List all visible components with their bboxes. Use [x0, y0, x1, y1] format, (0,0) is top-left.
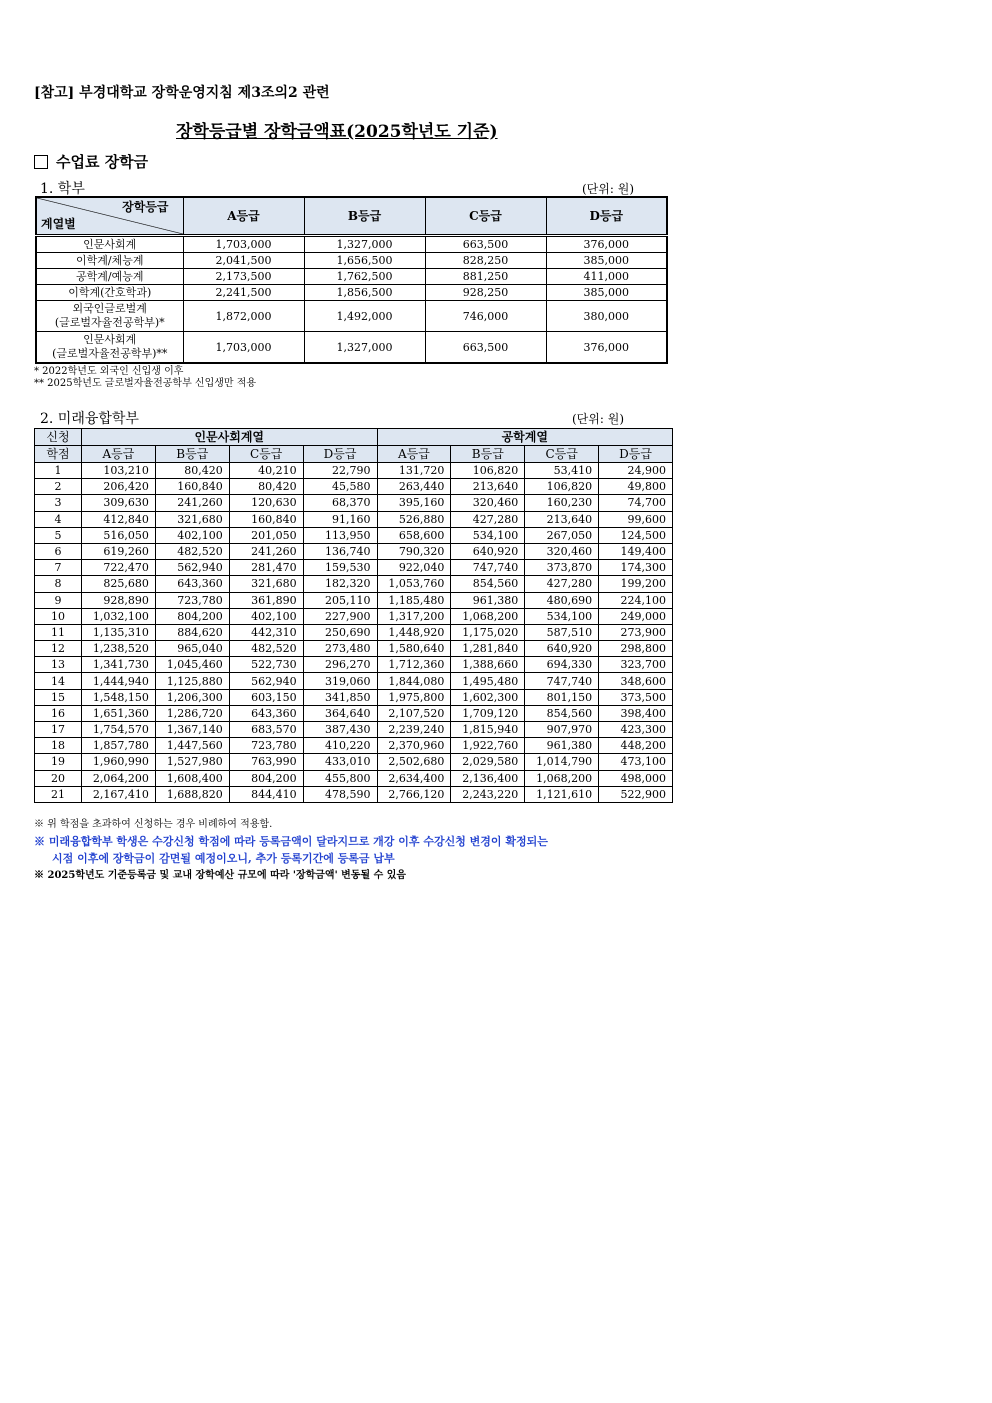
grade-header: C등급 — [425, 197, 546, 236]
note-line: ** 2025학년도 글로벌자율전공학부 신입생만 적용 — [34, 378, 257, 389]
cell: 619,260 — [82, 543, 156, 559]
grade-header: D등급 — [546, 197, 667, 236]
cell: 1,447,560 — [155, 738, 229, 754]
cell: 1,281,840 — [451, 641, 525, 657]
cell: 1,703,000 — [183, 332, 304, 364]
cell: 1,341,730 — [82, 657, 156, 673]
grade-header: B등급 — [155, 446, 229, 463]
cell: 80,420 — [229, 479, 303, 495]
cell: 854,560 — [451, 576, 525, 592]
table-row — [35, 770, 673, 786]
credit-cell: 17 — [35, 722, 82, 738]
table-row — [35, 673, 673, 689]
cell: 1,448,920 — [377, 624, 451, 640]
table-row — [35, 527, 673, 543]
row-label-line2: (글로벌자율전공학부)* — [54, 316, 165, 329]
cell: 603,150 — [229, 689, 303, 705]
row-label: 이학계/체능계 — [36, 253, 183, 269]
cell: 1,014,790 — [525, 754, 599, 770]
cell: 1,960,990 — [82, 754, 156, 770]
cell: 199,200 — [599, 576, 673, 592]
grade-header: D등급 — [599, 446, 673, 463]
cell: 341,850 — [303, 689, 377, 705]
cell: 213,640 — [525, 511, 599, 527]
cell: 534,100 — [525, 608, 599, 624]
credit-cell: 2 — [35, 479, 82, 495]
cell: 1,286,720 — [155, 705, 229, 721]
note-line-highlight: 시점 이후에 장학금이 감면될 예정이오니, 추가 등록기간에 등록금 납부 — [52, 852, 395, 865]
checkbox-square-icon — [34, 155, 48, 169]
cell: 273,480 — [303, 641, 377, 657]
cell: 2,239,240 — [377, 722, 451, 738]
credit-header-top: 신청 — [35, 429, 82, 446]
row-label-line1: 외국인글로벌계 — [72, 302, 147, 315]
table-row — [35, 495, 673, 511]
cell: 473,100 — [599, 754, 673, 770]
cell: 455,800 — [303, 770, 377, 786]
credit-cell: 6 — [35, 543, 82, 559]
cell: 412,840 — [82, 511, 156, 527]
table-row — [35, 543, 673, 559]
cell: 746,000 — [425, 301, 546, 332]
cell: 658,600 — [377, 527, 451, 543]
credit-cell: 9 — [35, 592, 82, 608]
table-row — [35, 657, 673, 673]
grade-header: C등급 — [229, 446, 303, 463]
table-row — [36, 269, 667, 285]
cell: 1,388,660 — [451, 657, 525, 673]
cell: 281,470 — [229, 560, 303, 576]
cell: 309,630 — [82, 495, 156, 511]
cell: 22,790 — [303, 463, 377, 479]
credit-cell: 20 — [35, 770, 82, 786]
table-row — [36, 253, 667, 269]
cell: 2,370,960 — [377, 738, 451, 754]
cell: 249,000 — [599, 608, 673, 624]
cell: 99,600 — [599, 511, 673, 527]
cell: 442,310 — [229, 624, 303, 640]
cell: 1,135,310 — [82, 624, 156, 640]
cell: 273,900 — [599, 624, 673, 640]
cell: 2,136,400 — [451, 770, 525, 786]
table-row — [36, 332, 667, 364]
cell: 961,380 — [451, 592, 525, 608]
credit-cell: 10 — [35, 608, 82, 624]
table-row — [35, 705, 673, 721]
cell: 241,260 — [229, 543, 303, 559]
cell: 120,630 — [229, 495, 303, 511]
cell: 361,890 — [229, 592, 303, 608]
cell: 1,527,980 — [155, 754, 229, 770]
grade-header: D등급 — [303, 446, 377, 463]
cell: 1,068,200 — [451, 608, 525, 624]
cell: 640,920 — [525, 641, 599, 657]
cell: 1,580,640 — [377, 641, 451, 657]
credit-cell: 18 — [35, 738, 82, 754]
credit-cell: 12 — [35, 641, 82, 657]
cell: 1,602,300 — [451, 689, 525, 705]
cell: 1,857,780 — [82, 738, 156, 754]
cell: 747,740 — [451, 560, 525, 576]
cell: 643,360 — [229, 705, 303, 721]
cell: 2,173,500 — [183, 269, 304, 285]
undergrad-table — [35, 196, 668, 364]
cell: 298,800 — [599, 641, 673, 657]
credit-header-bottom: 학점 — [35, 446, 82, 463]
cell: 320,460 — [451, 495, 525, 511]
cell: 348,600 — [599, 673, 673, 689]
grade-header: A등급 — [82, 446, 156, 463]
cell: 106,820 — [451, 463, 525, 479]
cell: 1,327,000 — [304, 332, 425, 364]
cell: 402,100 — [229, 608, 303, 624]
credit-cell: 16 — [35, 705, 82, 721]
cell: 427,280 — [525, 576, 599, 592]
grade-header: B등급 — [304, 197, 425, 236]
cell: 961,380 — [525, 738, 599, 754]
cell: 844,410 — [229, 786, 303, 802]
cell: 522,900 — [599, 786, 673, 802]
cell: 526,880 — [377, 511, 451, 527]
cell: 1,238,520 — [82, 641, 156, 657]
grade-header: A등급 — [183, 197, 304, 236]
cell: 136,740 — [303, 543, 377, 559]
row-label: 공학계/예능계 — [36, 269, 183, 285]
cell: 522,730 — [229, 657, 303, 673]
cell: 478,590 — [303, 786, 377, 802]
cell: 448,200 — [599, 738, 673, 754]
credit-cell: 3 — [35, 495, 82, 511]
cell: 174,300 — [599, 560, 673, 576]
cell: 206,420 — [82, 479, 156, 495]
note-line-highlight: ※ 미래융합학부 학생은 수강신청 학점에 따라 등록금액이 달라지므로 개강 이후 수강신청 변경이 확정되는 — [34, 835, 548, 848]
group-header-engineering: 공학계열 — [377, 429, 673, 446]
credit-cell: 5 — [35, 527, 82, 543]
cell: 1,712,360 — [377, 657, 451, 673]
cell: 423,300 — [599, 722, 673, 738]
credit-cell: 8 — [35, 576, 82, 592]
cell: 804,200 — [155, 608, 229, 624]
cell: 790,320 — [377, 543, 451, 559]
cell: 562,940 — [155, 560, 229, 576]
cell: 1,922,760 — [451, 738, 525, 754]
cell: 2,064,200 — [82, 770, 156, 786]
table-row — [35, 592, 673, 608]
table-row — [35, 479, 673, 495]
row-label-line1: 인문사회계 — [83, 333, 137, 346]
cell: 801,150 — [525, 689, 599, 705]
cell: 395,160 — [377, 495, 451, 511]
credit-cell: 7 — [35, 560, 82, 576]
future-table — [34, 428, 673, 803]
cell: 1,053,760 — [377, 576, 451, 592]
row-label-line2: (글로벌자율전공학부)** — [52, 347, 168, 360]
cell: 1,709,120 — [451, 705, 525, 721]
cell: 907,970 — [525, 722, 599, 738]
cell: 74,700 — [599, 495, 673, 511]
cell: 928,890 — [82, 592, 156, 608]
cell: 763,990 — [229, 754, 303, 770]
cell: 427,280 — [451, 511, 525, 527]
cell: 373,870 — [525, 560, 599, 576]
cell: 482,520 — [229, 641, 303, 657]
cell: 40,210 — [229, 463, 303, 479]
cell: 1,651,360 — [82, 705, 156, 721]
table-row — [35, 722, 673, 738]
cell: 663,500 — [425, 332, 546, 364]
row-label: 인문사회계 — [36, 236, 183, 253]
credit-cell: 14 — [35, 673, 82, 689]
cell: 241,260 — [155, 495, 229, 511]
cell: 402,100 — [155, 527, 229, 543]
cell: 91,160 — [303, 511, 377, 527]
table-row — [35, 738, 673, 754]
cell: 320,460 — [525, 543, 599, 559]
cell: 376,000 — [546, 332, 667, 364]
undergrad-heading: 1. 학부 — [40, 181, 85, 197]
cell: 364,640 — [303, 705, 377, 721]
cell: 922,040 — [377, 560, 451, 576]
cell: 2,634,400 — [377, 770, 451, 786]
group-header-humanities: 인문사회계열 — [82, 429, 378, 446]
row-label: 이학계(간호학과) — [36, 285, 183, 301]
table-row — [36, 301, 667, 332]
credit-cell: 21 — [35, 786, 82, 802]
cell: 1,608,400 — [155, 770, 229, 786]
cell: 1,327,000 — [304, 236, 425, 253]
cell: 1,688,820 — [155, 786, 229, 802]
cell: 747,740 — [525, 673, 599, 689]
cell: 825,680 — [82, 576, 156, 592]
cell: 1,656,500 — [304, 253, 425, 269]
table-row — [35, 608, 673, 624]
cell: 965,040 — [155, 641, 229, 657]
note-line: * 2022학년도 외국인 신입생 이후 — [34, 366, 184, 377]
cell: 263,440 — [377, 479, 451, 495]
cell: 1,815,940 — [451, 722, 525, 738]
grade-header: A등급 — [377, 446, 451, 463]
cell: 723,780 — [229, 738, 303, 754]
cell: 804,200 — [229, 770, 303, 786]
cell: 1,548,150 — [82, 689, 156, 705]
table-row — [35, 576, 673, 592]
future-unit: (단위: 원) — [572, 412, 624, 426]
cell: 722,470 — [82, 560, 156, 576]
cell: 1,975,800 — [377, 689, 451, 705]
section-label: 수업료 장학금 — [56, 153, 149, 171]
undergrad-unit: (단위: 원) — [582, 182, 634, 196]
cell: 68,370 — [303, 495, 377, 511]
undergrad-notes — [34, 366, 256, 390]
table-row — [35, 754, 673, 770]
cell: 160,840 — [155, 479, 229, 495]
cell: 410,220 — [303, 738, 377, 754]
row-label — [36, 332, 183, 364]
cell: 398,400 — [599, 705, 673, 721]
cell: 182,320 — [303, 576, 377, 592]
cell: 2,167,410 — [82, 786, 156, 802]
cell: 2,041,500 — [183, 253, 304, 269]
cell: 854,560 — [525, 705, 599, 721]
corner-top-label: 장학등급 — [122, 200, 169, 214]
cell: 159,530 — [303, 560, 377, 576]
cell: 385,000 — [546, 253, 667, 269]
cell: 131,720 — [377, 463, 451, 479]
table-row — [35, 624, 673, 640]
reference-line: [참고] 부경대학교 장학운영지침 제3조의2 관련 — [34, 85, 330, 101]
cell: 928,250 — [425, 285, 546, 301]
cell: 723,780 — [155, 592, 229, 608]
table-row — [36, 285, 667, 301]
cell: 385,000 — [546, 285, 667, 301]
table-row — [35, 511, 673, 527]
bottom-notes — [34, 816, 548, 884]
corner-header — [36, 197, 183, 236]
cell: 205,110 — [303, 592, 377, 608]
credit-cell: 15 — [35, 689, 82, 705]
cell: 2,243,220 — [451, 786, 525, 802]
cell: 267,050 — [525, 527, 599, 543]
cell: 1,844,080 — [377, 673, 451, 689]
cell: 1,444,940 — [82, 673, 156, 689]
section-heading — [34, 151, 148, 172]
cell: 319,060 — [303, 673, 377, 689]
cell: 828,250 — [425, 253, 546, 269]
cell: 2,241,500 — [183, 285, 304, 301]
cell: 213,640 — [451, 479, 525, 495]
cell: 380,000 — [546, 301, 667, 332]
cell: 321,680 — [155, 511, 229, 527]
cell: 1,206,300 — [155, 689, 229, 705]
cell: 643,360 — [155, 576, 229, 592]
table-row — [35, 463, 673, 479]
cell: 80,420 — [155, 463, 229, 479]
cell: 1,175,020 — [451, 624, 525, 640]
cell: 387,430 — [303, 722, 377, 738]
future-heading: 2. 미래융합학부 — [40, 411, 139, 427]
cell: 433,010 — [303, 754, 377, 770]
cell: 694,330 — [525, 657, 599, 673]
cell: 1,032,100 — [82, 608, 156, 624]
cell: 683,570 — [229, 722, 303, 738]
cell: 587,510 — [525, 624, 599, 640]
cell: 881,250 — [425, 269, 546, 285]
cell: 49,800 — [599, 479, 673, 495]
cell: 1,045,460 — [155, 657, 229, 673]
cell: 663,500 — [425, 236, 546, 253]
cell: 227,900 — [303, 608, 377, 624]
cell: 224,100 — [599, 592, 673, 608]
cell: 1,762,500 — [304, 269, 425, 285]
cell: 482,520 — [155, 543, 229, 559]
cell: 2,029,580 — [451, 754, 525, 770]
cell: 1,754,570 — [82, 722, 156, 738]
cell: 1,367,140 — [155, 722, 229, 738]
cell: 411,000 — [546, 269, 667, 285]
cell: 53,410 — [525, 463, 599, 479]
table-row — [35, 560, 673, 576]
table-row — [35, 786, 673, 802]
table-row — [35, 689, 673, 705]
cell: 480,690 — [525, 592, 599, 608]
cell: 321,680 — [229, 576, 303, 592]
cell: 103,210 — [82, 463, 156, 479]
grade-header: C등급 — [525, 446, 599, 463]
credit-cell: 1 — [35, 463, 82, 479]
cell: 160,230 — [525, 495, 599, 511]
cell: 373,500 — [599, 689, 673, 705]
cell: 2,766,120 — [377, 786, 451, 802]
cell: 534,100 — [451, 527, 525, 543]
cell: 884,620 — [155, 624, 229, 640]
cell: 2,502,680 — [377, 754, 451, 770]
cell: 1,703,000 — [183, 236, 304, 253]
row-label — [36, 301, 183, 332]
cell: 640,920 — [451, 543, 525, 559]
cell: 201,050 — [229, 527, 303, 543]
cell: 1,317,200 — [377, 608, 451, 624]
note-line: ※ 위 학점을 초과하여 신청하는 경우 비례하여 적용함. — [34, 819, 273, 830]
cell: 1,872,000 — [183, 301, 304, 332]
credit-cell: 13 — [35, 657, 82, 673]
cell: 149,400 — [599, 543, 673, 559]
credit-cell: 19 — [35, 754, 82, 770]
cell: 562,940 — [229, 673, 303, 689]
credit-cell: 11 — [35, 624, 82, 640]
cell: 323,700 — [599, 657, 673, 673]
cell: 498,000 — [599, 770, 673, 786]
cell: 24,900 — [599, 463, 673, 479]
credit-cell: 4 — [35, 511, 82, 527]
cell: 1,495,480 — [451, 673, 525, 689]
cell: 45,580 — [303, 479, 377, 495]
grade-header: B등급 — [451, 446, 525, 463]
corner-bottom-label: 계열별 — [41, 217, 76, 231]
cell: 106,820 — [525, 479, 599, 495]
cell: 2,107,520 — [377, 705, 451, 721]
table-row — [36, 236, 667, 253]
cell: 250,690 — [303, 624, 377, 640]
cell: 1,856,500 — [304, 285, 425, 301]
cell: 1,492,000 — [304, 301, 425, 332]
cell: 1,121,610 — [525, 786, 599, 802]
cell: 296,270 — [303, 657, 377, 673]
cell: 113,950 — [303, 527, 377, 543]
cell: 1,125,880 — [155, 673, 229, 689]
cell: 376,000 — [546, 236, 667, 253]
note-line: ※ 2025학년도 기준등록금 및 교내 장학예산 규모에 따라 '장학금액' 변동될 수 있음 — [34, 870, 407, 881]
cell: 124,500 — [599, 527, 673, 543]
future-table-body — [35, 463, 673, 803]
cell: 516,050 — [82, 527, 156, 543]
table-row — [35, 641, 673, 657]
cell: 160,840 — [229, 511, 303, 527]
cell: 1,185,480 — [377, 592, 451, 608]
cell: 1,068,200 — [525, 770, 599, 786]
page-title: 장학등급별 장학금액표(2025학년도 기준) — [176, 122, 498, 142]
